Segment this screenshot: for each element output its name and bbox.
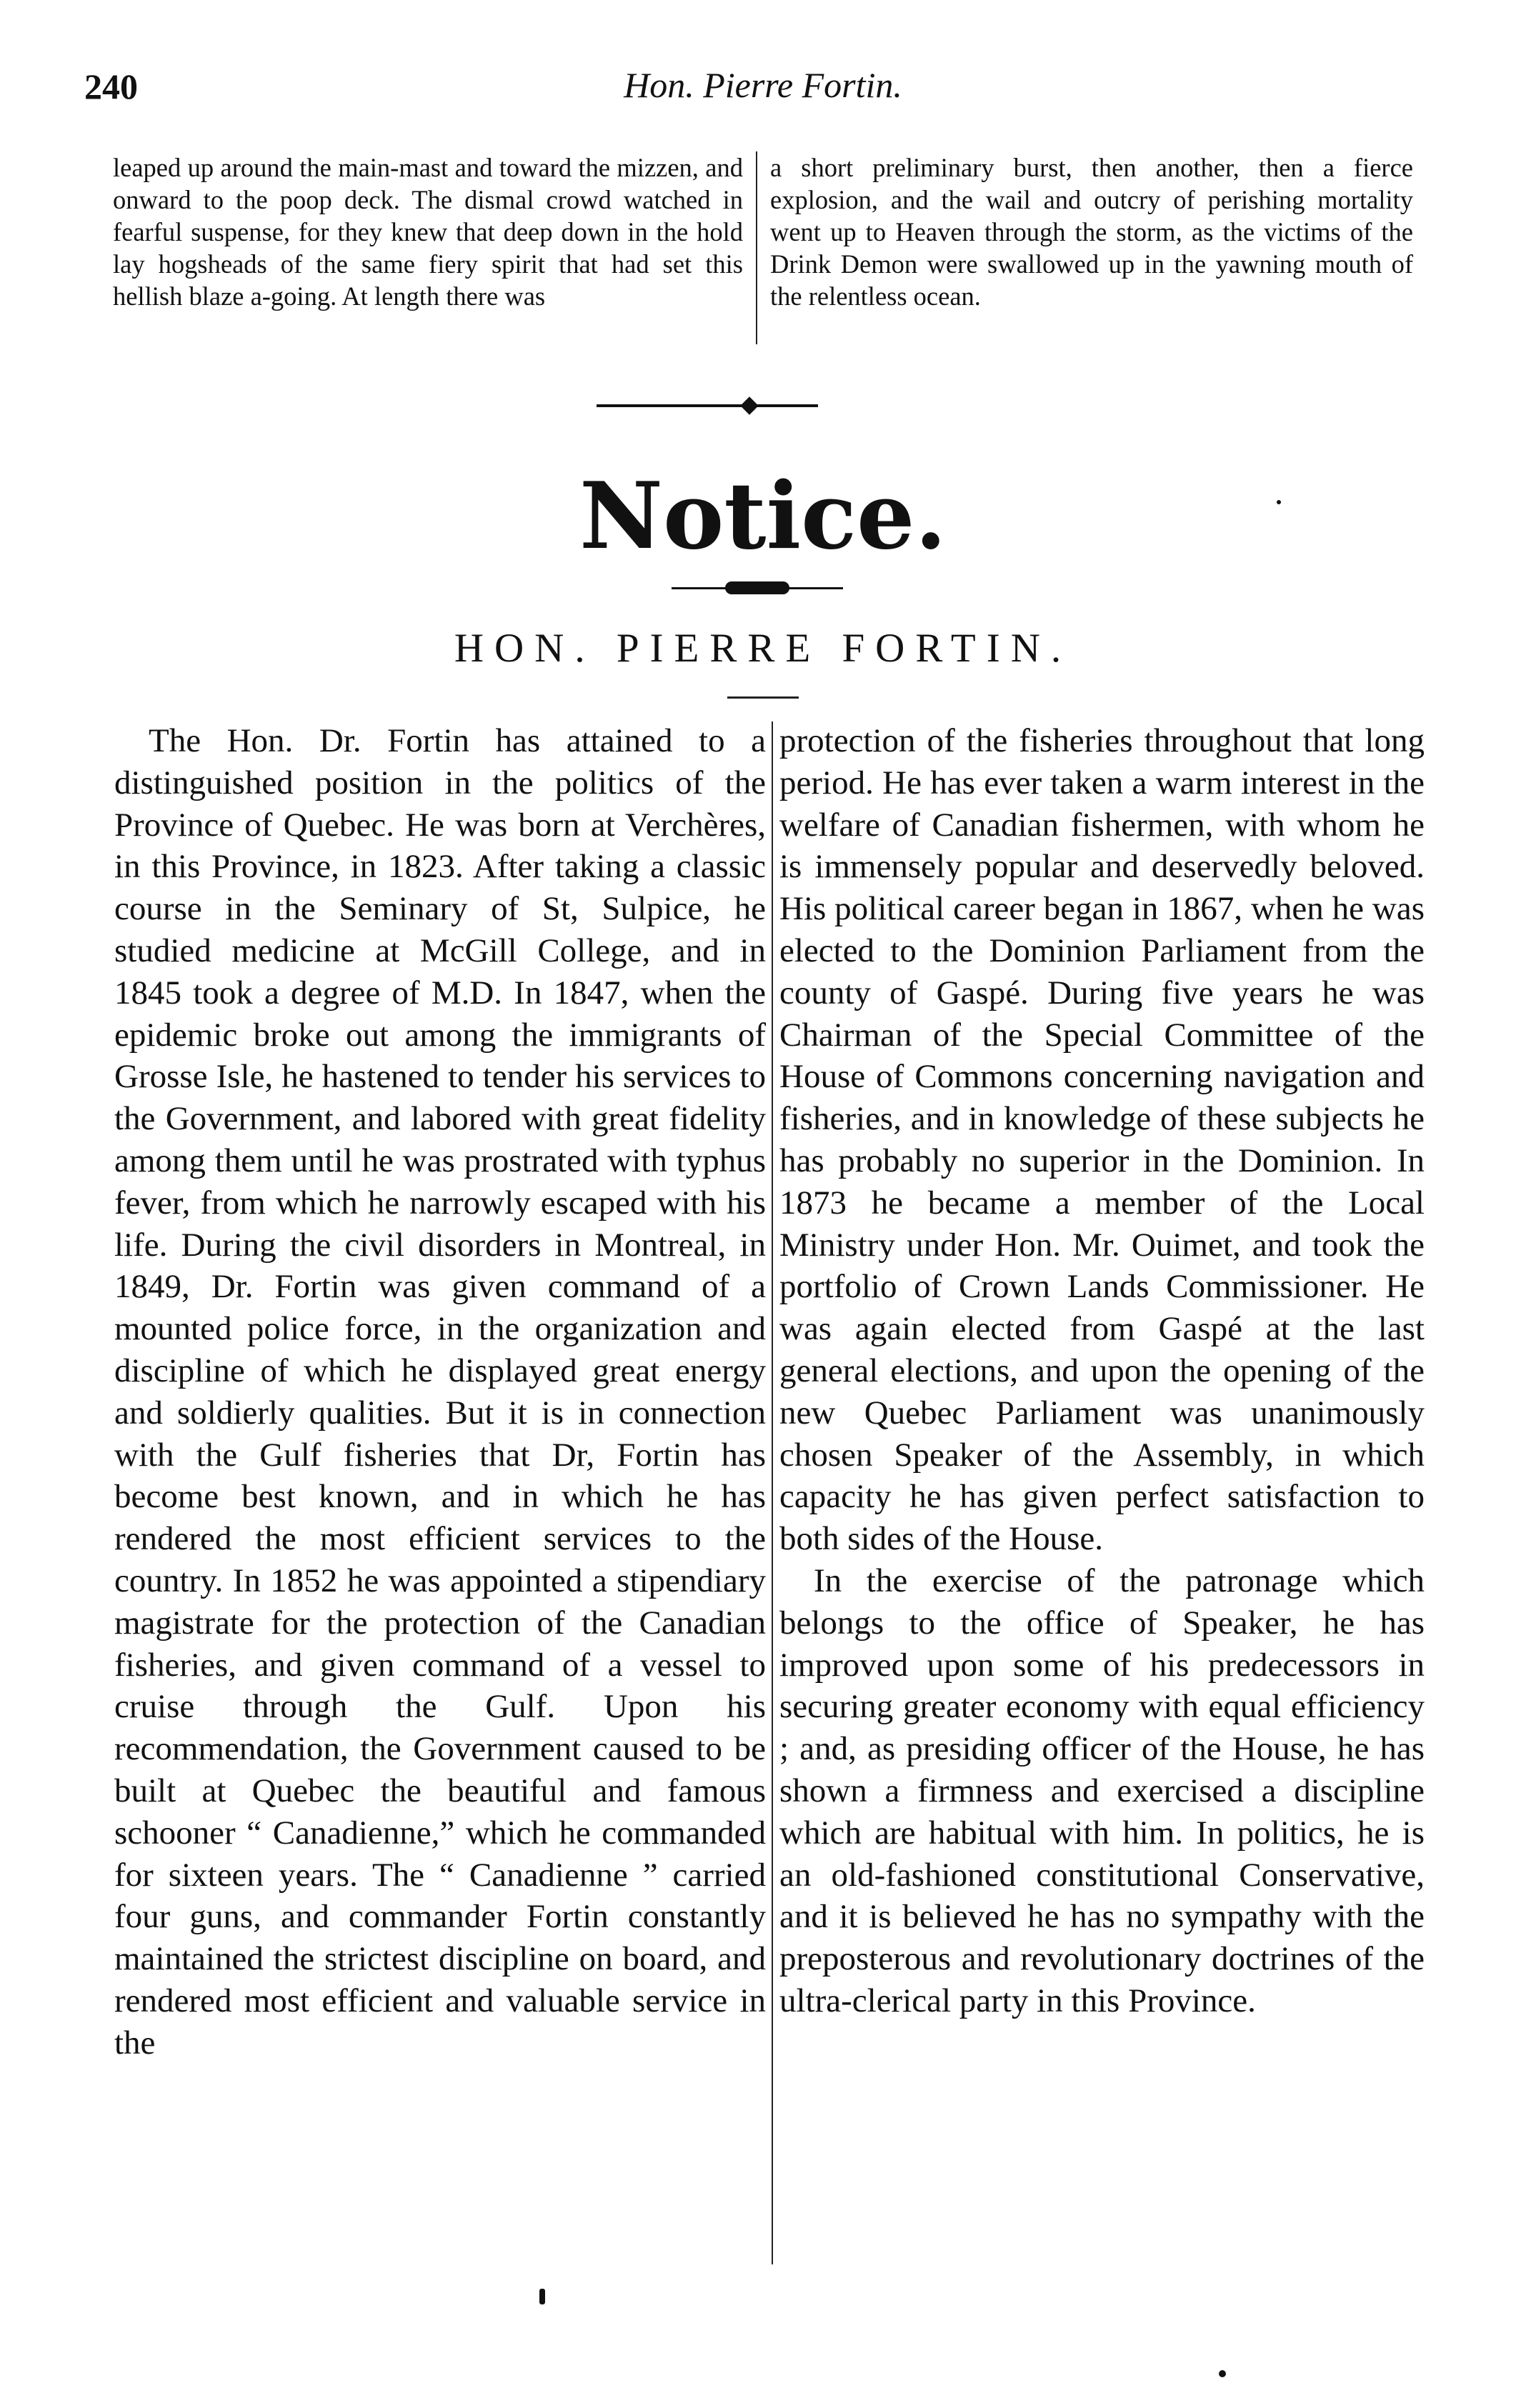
- heading-underline-rule: [727, 696, 799, 699]
- ink-speck: [539, 2289, 545, 2304]
- previous-article-left-column: [113, 151, 743, 312]
- previous-article-left-text: leaped up around the main-mast and toward the mizzen, and onward to the poop deck. The dismal crowd watched in fearful suspense, for they knew that deep down in the hold lay hogsheads of the same fiery spirit that had set this hellish blaze a-going. At length there was: [113, 153, 743, 311]
- section-separator-rule: [597, 404, 818, 407]
- article-right-paragraph-1: protection of the fisheries throughout that long period. He has ever taken a warm interest in the welfare of Canadian fishermen, with whom he is immensely popular and deservedly beloved. His political career began in 1867, when he was elected to the Dominion Parliament from the county of Gaspé. During five years he was Chairman of the Special Committee of the House of Commons concerning navigation and fisheries, and in knowledge of these subjects he has probably no superior in the Dominion. In 1873 he became a member of the Local Ministry under Hon. Mr. Ouimet, and took the portfolio of Crown Lands Commissioner. He was again elected from Gaspé at the last general elections, and upon the opening of the new Quebec Parliament was unanimously chosen Speaker of the Assembly, in which capacity he has given perfect satisfaction to both sides of the House.: [779, 722, 1425, 1558]
- ink-speck: [1277, 500, 1281, 504]
- article-left-column: [114, 720, 766, 2064]
- column-divider-body: [772, 721, 773, 2264]
- article-right-column: [779, 720, 1425, 2022]
- article-heading: HON. PIERRE FORTIN.: [454, 626, 1072, 671]
- column-divider-top: [756, 151, 757, 344]
- section-title: Notice.: [579, 463, 947, 570]
- article-left-paragraph: The Hon. Dr. Fortin has attained to a distinguished position in the politics of the Province of Quebec. He was born at Verchères, in this Province, in 1823. After taking a classic course in the Seminary of St, Sulpice, he studied medicine at McGill College, and in 1845 took a degree of M.D. In 1847, when the epidemic broke out among the immigrants of Grosse Isle, he hastened to tender his services to the Government, and labored with great fidelity among them until he was prostrated with typhus fever, from which he narrowly escaped with his life. During the civil disorders in Montreal, in 1849, Dr. Fortin was given command of a mounted police force, in the organization and discipline of which he displayed great energy and soldierly qualities. But it is in connection with the Gulf fisheries that Dr, Fortin has become best known, and in which he has rendered the most efficient services to the country. In 1852 he was appointed a stipendiary magistrate for the protection of the Canadian fisheries, and given command of a vessel to cruise through the Gulf. Upon his recommendation, the Government caused to be built at Quebec the beautiful and famous schooner “ Canadienne,” which he commanded for sixteen years. The “ Canadienne ” carried four guns, and commander Fortin constantly maintained the strictest discipline on board, and rendered most efficient and valuable service in the: [114, 722, 766, 2062]
- ink-speck: [1219, 2370, 1226, 2377]
- previous-article-right-column: [770, 151, 1413, 312]
- article-right-paragraph-2: In the exercise of the patronage which belongs to the office of Speaker, he has improved upon some of his predecessors in securing greater economy with equal efficiency ; and, as presiding officer of the House, he has shown a firmness and exercised a discipline which are habitual with him. In politics, he is an old-fashioned constitutional Conservative, and it is believed he has no sympathy with the preposterous and revolutionary doctrines of the ultra-clerical party in this Province.: [779, 1562, 1425, 2019]
- title-ornament-flourish: [725, 581, 789, 594]
- previous-article-right-text: a short preliminary burst, then another, then a fierce explosion, and the wail and outcry of perishing mortality went up to Heaven through the storm, as the victims of the Drink Demon were swallowed up in the yawning mouth of the relentless ocean.: [770, 153, 1413, 311]
- section-separator-diamond: [740, 396, 758, 414]
- running-title: Hon. Pierre Fortin.: [624, 65, 902, 105]
- page-number: 240: [84, 66, 138, 106]
